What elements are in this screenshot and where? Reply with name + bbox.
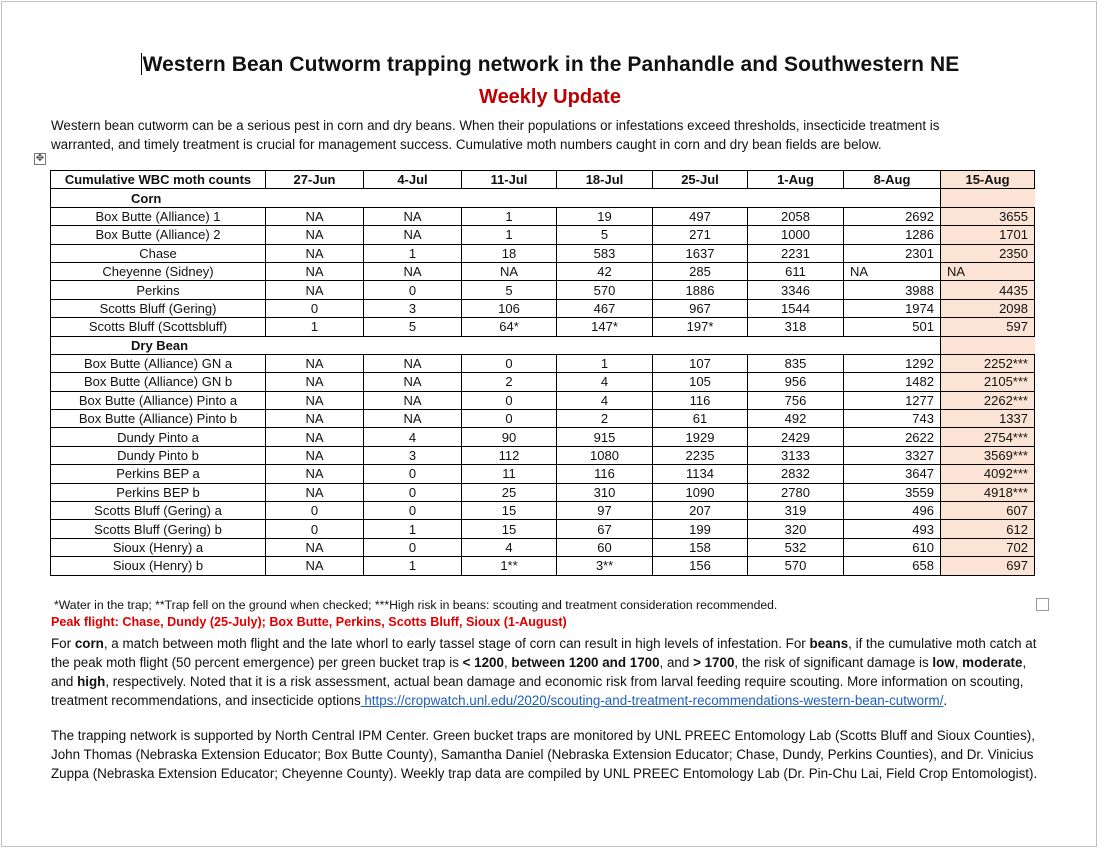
- count-cell: 0: [266, 299, 364, 317]
- count-cell: 1277: [844, 391, 941, 409]
- table-resize-handle[interactable]: [1036, 598, 1049, 611]
- site-name-cell: Scotts Bluff (Gering) b: [51, 520, 266, 538]
- count-cell: NA: [364, 410, 462, 428]
- table-row: [51, 502, 1035, 520]
- count-cell: 19: [557, 207, 653, 225]
- count-cell: 107: [653, 354, 748, 372]
- count-cell: 156: [653, 557, 748, 575]
- count-cell: 583: [557, 244, 653, 262]
- count-cell: 2301: [844, 244, 941, 262]
- count-cell: 501: [844, 318, 941, 336]
- count-cell: 2098: [941, 299, 1035, 317]
- count-cell: 612: [941, 520, 1035, 538]
- site-name-cell: Box Butte (Alliance) Pinto a: [51, 391, 266, 409]
- table-row: [51, 520, 1035, 538]
- count-cell: 4918***: [941, 483, 1035, 501]
- count-cell: NA: [364, 226, 462, 244]
- count-cell: 0: [462, 354, 557, 372]
- table-row: [51, 244, 1035, 262]
- document-title: Western Bean Cutworm trapping network in the Panhandle and Southwestern NE: [142, 53, 960, 76]
- count-cell: 3569***: [941, 446, 1035, 464]
- site-name-cell: Sioux (Henry) b: [51, 557, 266, 575]
- table-header-row: [51, 171, 1035, 189]
- count-cell: NA: [364, 207, 462, 225]
- count-cell: NA: [266, 281, 364, 299]
- dry-bean-section: [51, 336, 1035, 354]
- table-row: [51, 207, 1035, 225]
- count-cell: 597: [941, 318, 1035, 336]
- count-cell: NA: [364, 262, 462, 280]
- count-cell: 0: [266, 502, 364, 520]
- count-cell: NA: [462, 262, 557, 280]
- count-cell: 285: [653, 262, 748, 280]
- count-cell: NA: [364, 354, 462, 372]
- count-cell: 3327: [844, 446, 941, 464]
- site-name-cell: Perkins: [51, 281, 266, 299]
- count-cell: 1000: [748, 226, 844, 244]
- count-cell: 496: [844, 502, 941, 520]
- count-cell: 4: [557, 373, 653, 391]
- count-cell: 207: [653, 502, 748, 520]
- table-row: [51, 483, 1035, 501]
- header-date: 18-Jul: [557, 171, 653, 189]
- count-cell: 835: [748, 354, 844, 372]
- count-cell: 199: [653, 520, 748, 538]
- site-name-cell: Box Butte (Alliance) GN a: [51, 354, 266, 372]
- count-cell: 5: [462, 281, 557, 299]
- count-cell: 3559: [844, 483, 941, 501]
- table-cell: [941, 336, 1035, 354]
- table-row: [51, 465, 1035, 483]
- count-cell: 2058: [748, 207, 844, 225]
- count-cell: NA: [364, 391, 462, 409]
- count-cell: 1**: [462, 557, 557, 575]
- count-cell: 1929: [653, 428, 748, 446]
- table-row: [51, 428, 1035, 446]
- site-name-cell: Cheyenne (Sidney): [51, 262, 266, 280]
- count-cell: 3**: [557, 557, 653, 575]
- count-cell: 915: [557, 428, 653, 446]
- count-cell: 318: [748, 318, 844, 336]
- count-cell: 2: [462, 373, 557, 391]
- count-cell: 3647: [844, 465, 941, 483]
- site-name-cell: Dundy Pinto b: [51, 446, 266, 464]
- count-cell: 2: [557, 410, 653, 428]
- count-cell: 1286: [844, 226, 941, 244]
- count-cell: 4: [557, 391, 653, 409]
- count-cell: 967: [653, 299, 748, 317]
- count-cell: 1: [364, 557, 462, 575]
- count-cell: 0: [266, 520, 364, 538]
- table-row: [51, 318, 1035, 336]
- dry-bean-section-label: Dry Bean: [51, 336, 941, 354]
- count-cell: NA: [266, 483, 364, 501]
- count-cell: 0: [364, 538, 462, 556]
- count-cell: NA: [266, 226, 364, 244]
- site-name-cell: Box Butte (Alliance) Pinto b: [51, 410, 266, 428]
- count-cell: 607: [941, 502, 1035, 520]
- count-cell: NA: [266, 373, 364, 391]
- count-cell: NA: [266, 465, 364, 483]
- count-cell: 42: [557, 262, 653, 280]
- count-cell: NA: [364, 373, 462, 391]
- site-name-cell: Perkins BEP b: [51, 483, 266, 501]
- site-name-cell: Scotts Bluff (Gering): [51, 299, 266, 317]
- count-cell: 743: [844, 410, 941, 428]
- count-cell: 15: [462, 502, 557, 520]
- count-cell: 11: [462, 465, 557, 483]
- count-cell: 147*: [557, 318, 653, 336]
- count-cell: 4: [462, 538, 557, 556]
- count-cell: 497: [653, 207, 748, 225]
- site-name-cell: Sioux (Henry) a: [51, 538, 266, 556]
- site-name-cell: Dundy Pinto a: [51, 428, 266, 446]
- table-cell: [941, 189, 1035, 207]
- count-cell: 25: [462, 483, 557, 501]
- risk-paragraph: For corn, a match between moth flight and the late whorl to early tassel stage of corn can result in high levels of infestation. For beans, if the cumulative moth catch at the peak moth flight (50 percent emergence) per green bucket trap is < 1200, between 1200 and 1700, and > 1700, the risk of significant damage is low, moderate, and high, respectively. Noted that it is a risk assessment, actual bean damage and economic risk from larval feeding require scouting. More information on scouting, treatment recommendations, and insecticide options https://cropwatch.unl.edu/2020/scouting-and-treatment-recommendations-western-bean-cutworm/.: [51, 636, 1037, 708]
- count-cell: 18: [462, 244, 557, 262]
- count-cell: 105: [653, 373, 748, 391]
- cropwatch-link[interactable]: https://cropwatch.unl.edu/2020/scouting-and-treatment-recommendations-western-bean-cutworm/: [360, 693, 944, 708]
- count-cell: 3133: [748, 446, 844, 464]
- count-cell: 1134: [653, 465, 748, 483]
- count-cell: 2235: [653, 446, 748, 464]
- count-cell: 4092***: [941, 465, 1035, 483]
- count-cell: 2780: [748, 483, 844, 501]
- table-footnote: *Water in the trap; **Trap fell on the ground when checked; ***High risk in beans: scouting and treatment consideration recommended.: [54, 598, 778, 612]
- count-cell: 2832: [748, 465, 844, 483]
- header-date: 27-Jun: [266, 171, 364, 189]
- count-cell: 1080: [557, 446, 653, 464]
- count-cell: NA: [266, 538, 364, 556]
- count-cell: 610: [844, 538, 941, 556]
- count-cell: 0: [364, 502, 462, 520]
- count-cell: 310: [557, 483, 653, 501]
- count-cell: 4435: [941, 281, 1035, 299]
- table-row: [51, 557, 1035, 575]
- count-cell: 319: [748, 502, 844, 520]
- count-cell: 320: [748, 520, 844, 538]
- count-cell: 1: [462, 207, 557, 225]
- count-cell: NA: [266, 244, 364, 262]
- table-row: [51, 299, 1035, 317]
- count-cell: 1292: [844, 354, 941, 372]
- count-cell: NA: [266, 354, 364, 372]
- count-cell: NA: [844, 262, 941, 280]
- count-cell: 1544: [748, 299, 844, 317]
- site-name-cell: Perkins BEP a: [51, 465, 266, 483]
- count-cell: NA: [266, 428, 364, 446]
- table-move-handle-icon[interactable]: ✥: [35, 153, 45, 164]
- count-cell: 197*: [653, 318, 748, 336]
- count-cell: 61: [653, 410, 748, 428]
- count-cell: NA: [941, 262, 1035, 280]
- count-cell: 658: [844, 557, 941, 575]
- table-row: [51, 354, 1035, 372]
- count-cell: 4: [364, 428, 462, 446]
- count-cell: 116: [557, 465, 653, 483]
- count-cell: 2105***: [941, 373, 1035, 391]
- count-cell: 64*: [462, 318, 557, 336]
- count-cell: 1482: [844, 373, 941, 391]
- table-row: [51, 373, 1035, 391]
- table-row: [51, 538, 1035, 556]
- header-date: 15-Aug: [941, 171, 1035, 189]
- header-date: 25-Jul: [653, 171, 748, 189]
- site-name-cell: Scotts Bluff (Gering) a: [51, 502, 266, 520]
- count-cell: 1337: [941, 410, 1035, 428]
- count-cell: 3988: [844, 281, 941, 299]
- count-cell: 1: [557, 354, 653, 372]
- count-cell: 702: [941, 538, 1035, 556]
- count-cell: 532: [748, 538, 844, 556]
- count-cell: 1886: [653, 281, 748, 299]
- site-name-cell: Chase: [51, 244, 266, 262]
- count-cell: 67: [557, 520, 653, 538]
- count-cell: 97: [557, 502, 653, 520]
- count-cell: 5: [364, 318, 462, 336]
- count-cell: 2231: [748, 244, 844, 262]
- moth-counts-table: [50, 170, 1035, 576]
- table-row: [51, 281, 1035, 299]
- table-row: [51, 391, 1035, 409]
- site-name-cell: Box Butte (Alliance) GN b: [51, 373, 266, 391]
- count-cell: 3: [364, 446, 462, 464]
- count-cell: 611: [748, 262, 844, 280]
- table-row: [51, 262, 1035, 280]
- count-cell: 1637: [653, 244, 748, 262]
- count-cell: NA: [266, 446, 364, 464]
- count-cell: 2692: [844, 207, 941, 225]
- count-cell: 60: [557, 538, 653, 556]
- count-cell: 3346: [748, 281, 844, 299]
- corn-section-label: Corn: [51, 189, 941, 207]
- count-cell: NA: [266, 207, 364, 225]
- count-cell: 5: [557, 226, 653, 244]
- count-cell: 1: [364, 244, 462, 262]
- count-cell: 2622: [844, 428, 941, 446]
- count-cell: 1: [364, 520, 462, 538]
- count-cell: 0: [462, 410, 557, 428]
- count-cell: 467: [557, 299, 653, 317]
- count-cell: 756: [748, 391, 844, 409]
- document-subtitle: Weekly Update: [479, 86, 621, 108]
- count-cell: 2754***: [941, 428, 1035, 446]
- header-date: 4-Jul: [364, 171, 462, 189]
- count-cell: 0: [462, 391, 557, 409]
- text-cursor: [141, 53, 142, 75]
- table-row: [51, 226, 1035, 244]
- peak-flight-note: Peak flight: Chase, Dundy (25-July); Box Butte, Perkins, Scotts Bluff, Sioux (1-August): [51, 615, 567, 629]
- count-cell: 112: [462, 446, 557, 464]
- count-cell: 3: [364, 299, 462, 317]
- count-cell: 2252***: [941, 354, 1035, 372]
- count-cell: 570: [748, 557, 844, 575]
- count-cell: 0: [364, 281, 462, 299]
- count-cell: 697: [941, 557, 1035, 575]
- count-cell: 1701: [941, 226, 1035, 244]
- header-date: 8-Aug: [844, 171, 941, 189]
- count-cell: 2262***: [941, 391, 1035, 409]
- count-cell: 1: [462, 226, 557, 244]
- corn-section: [51, 189, 1035, 207]
- count-cell: 492: [748, 410, 844, 428]
- site-name-cell: Scotts Bluff (Scottsbluff): [51, 318, 266, 336]
- count-cell: 956: [748, 373, 844, 391]
- table-row: [51, 446, 1035, 464]
- intro-paragraph: Western bean cutworm can be a serious pest in corn and dry beans. When their populations or infestations exceed thresholds, insecticide treatment is warranted, and timely treatment is crucial for management success. Cumulative moth numbers caught in corn and dry bean fields are below.: [51, 118, 940, 152]
- count-cell: 90: [462, 428, 557, 446]
- count-cell: 15: [462, 520, 557, 538]
- count-cell: 0: [364, 483, 462, 501]
- count-cell: 2350: [941, 244, 1035, 262]
- support-paragraph: The trapping network is supported by North Central IPM Center. Green bucket traps are monitored by UNL PREEC Entomology Lab (Scotts Bluff and Sioux Counties), John Thomas (Nebraska Extension Educator; Box Butte County), Samantha Daniel (Nebraska Extension Educator; Chase, Dundy, Perkins Counties), and Dr. Vinicius Zuppa (Nebraska Extension Educator; Cheyenne County). Weekly trap data are compiled by UNL PREEC Entomology Lab (Dr. Pin-Chu Lai, Field Crop Entomologist).: [51, 728, 1038, 781]
- count-cell: 3655: [941, 207, 1035, 225]
- header-date: 11-Jul: [462, 171, 557, 189]
- count-cell: 493: [844, 520, 941, 538]
- count-cell: 106: [462, 299, 557, 317]
- count-cell: NA: [266, 410, 364, 428]
- count-cell: NA: [266, 262, 364, 280]
- site-name-cell: Box Butte (Alliance) 1: [51, 207, 266, 225]
- count-cell: 158: [653, 538, 748, 556]
- count-cell: NA: [266, 391, 364, 409]
- count-cell: 1: [266, 318, 364, 336]
- count-cell: 2429: [748, 428, 844, 446]
- count-cell: 570: [557, 281, 653, 299]
- count-cell: 1974: [844, 299, 941, 317]
- site-name-cell: Box Butte (Alliance) 2: [51, 226, 266, 244]
- count-cell: 1090: [653, 483, 748, 501]
- count-cell: NA: [266, 557, 364, 575]
- count-cell: 0: [364, 465, 462, 483]
- header-date: 1-Aug: [748, 171, 844, 189]
- header-site: Cumulative WBC moth counts: [51, 171, 266, 189]
- table-row: [51, 410, 1035, 428]
- count-cell: 271: [653, 226, 748, 244]
- count-cell: 116: [653, 391, 748, 409]
